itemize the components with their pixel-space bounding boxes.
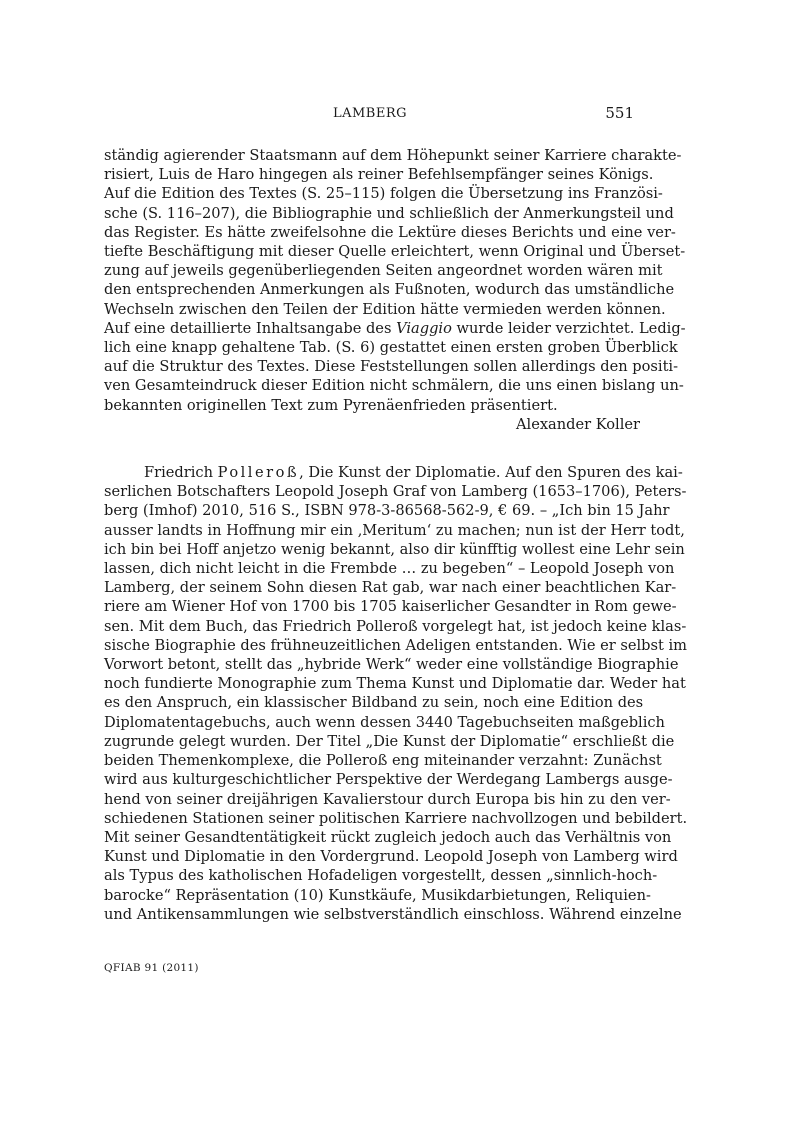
text-line: tiefte Beschäftigung mit dieser Quelle erleichtert, wenn Original und Überset- <box>104 243 686 261</box>
page-header <box>0 104 800 124</box>
text-line: risiert, Luis de Haro hingegen als reiner Befehlsempfänger seines Königs. <box>104 166 654 184</box>
text-line: zung auf jeweils gegenüberliegenden Seiten angeordnet worden wären mit <box>104 262 663 280</box>
text-segment: Auf eine detaillierte Inhaltsangabe des <box>104 319 397 337</box>
text-line: beiden Themenkomplexe, die Polleroß eng miteinander verzahnt: Zunächst <box>104 752 662 770</box>
text-line: Diplomatentagebuchs, auch wenn dessen 3440 Tagebuchseiten maßgeblich <box>104 713 665 731</box>
text-line: wird aus kulturgeschichtlicher Perspektive der Werdegang Lambergs ausge- <box>104 771 673 789</box>
text-line: sen. Mit dem Buch, das Friedrich Polleroß vorgelegt hat, ist jedoch keine klas- <box>104 617 687 635</box>
author-name-spaced: Polleroß <box>217 464 300 482</box>
text-line: schiedenen Stationen seiner politischen Karriere nachvollzogen und bebildert. <box>104 809 688 827</box>
text-line: sische Biographie des frühneuzeitlichen Adeligen entstanden. Wie er selbst im <box>104 636 687 654</box>
text-line: Kunst und Diplomatie in den Vordergrund. Leopold Joseph von Lamberg wird <box>104 848 678 866</box>
text-segment: wurde leider verzichtet. Ledig- <box>451 319 686 337</box>
text-line: zugrunde gelegt wurden. Der Titel „Die Kunst der Diplomatie“ erschließt die <box>104 732 675 750</box>
text-line: ausser landts in Hoffnung mir ein ‚Meritum‘ zu machen; nun ist der Herr todt, <box>104 521 685 539</box>
text-line: hend von seiner dreijährigen Kavalierstour durch Europa bis hin zu den ver- <box>104 790 671 808</box>
journal-footer: QFIAB 91 (2011) <box>104 962 199 974</box>
text-line: Auf die Edition des Textes (S. 25–115) folgen die Übersetzung ins Französi- <box>104 185 663 203</box>
text-line: es den Anspruch, ein klassischer Bildband zu sein, noch eine Edition des <box>104 694 644 712</box>
text-segment: Friedrich <box>144 464 218 482</box>
text-line: berg (Imhof) 2010, 516 S., ISBN 978-3-86568-562-9, € 69. – „Ich bin 15 Jahr <box>104 502 670 520</box>
text-line: als Typus des katholischen Hofadeligen vorgestellt, dessen „sinnlich-hoch- <box>104 867 658 885</box>
text-line: Wechseln zwischen den Teilen der Edition hätte vermieden werden können. <box>104 300 666 318</box>
text-line: und Antikensammlungen wie selbstverständlich einschloss. Während einzelne <box>104 905 682 923</box>
section-gap <box>104 434 640 463</box>
text-line <box>104 463 683 482</box>
text-line: serlichen Botschafters Leopold Joseph Graf von Lamberg (1653–1706), Peters- <box>104 483 687 501</box>
text-line <box>104 319 686 338</box>
review-paragraph-1 <box>104 146 686 434</box>
text-line: ven Gesamteindruck dieser Edition nicht schmälern, die uns einen bislang un- <box>104 377 684 395</box>
text-line: auf die Struktur des Textes. Diese Feststellungen sollen allerdings den positi- <box>104 358 679 376</box>
text-line: noch fundierte Monographie zum Thema Kunst und Diplomatie dar. Weder hat <box>104 675 686 693</box>
text-line: lich eine knapp gehaltene Tab. (S. 6) gestattet einen ersten groben Überblick <box>104 339 678 357</box>
text-line: ständig agierender Staatsmann auf dem Höhepunkt seiner Karriere charakte- <box>104 147 682 164</box>
text-segment: , Die Kunst der Diplomatie. Auf den Spuren des kai- <box>299 464 683 482</box>
text-line: das Register. Es hätte zweifelsohne die Lektüre dieses Berichts und eine ver- <box>104 223 676 241</box>
text-line: barocke“ Repräsentation (10) Kunstkäufe, Musikdarbietungen, Reliquien- <box>104 886 651 904</box>
reviewer-signature: Alexander Koller <box>515 415 640 433</box>
review-paragraph-2 <box>104 463 688 924</box>
book-title-italic: Viaggio <box>396 319 452 337</box>
text-line: bekannten originellen Text zum Pyrenäenfrieden präsentiert. <box>104 396 558 414</box>
text-line: den entsprechenden Anmerkungen als Fußnoten, wodurch das umständliche <box>104 281 675 299</box>
text-line: sche (S. 116–207), die Bibliographie und schließlich der Anmerkungsteil und <box>104 204 674 222</box>
text-line: lassen, dich nicht leicht in die Frembde … zu begeben“ – Leopold Joseph von <box>104 560 675 578</box>
text-line: Vorwort betont, stellt das „hybride Werk“ weder eine vollständige Biographie <box>104 656 679 674</box>
text-line: ich bin bei Hoff anjetzo wenig bekannt, also dir künfftig wollest eine Lehr sein <box>104 540 685 558</box>
text-line: Lamberg, der seinem Sohn diesen Rat gab, war nach einer beachtlichen Kar- <box>104 579 677 597</box>
text-line: riere am Wiener Hof von 1700 bis 1705 kaiserlicher Gesandter in Rom gewe- <box>104 598 677 616</box>
page-number: 551 <box>605 104 634 122</box>
text-line: Mit seiner Gesandtentätigkeit rückt zugleich jedoch auch das Verhältnis von <box>104 828 672 846</box>
body-text <box>104 146 688 924</box>
running-title: LAMBERG <box>332 106 408 121</box>
